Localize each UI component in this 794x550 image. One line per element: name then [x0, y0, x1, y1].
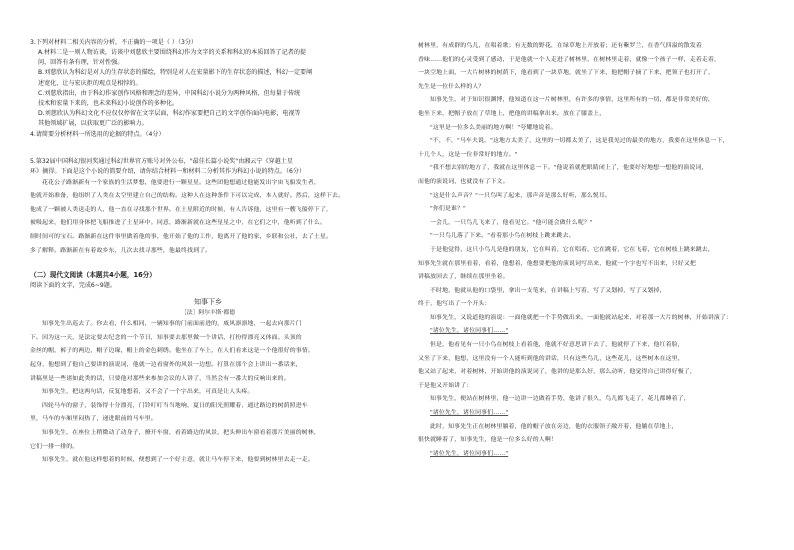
passage-line: 一会儿，一只鸟儿飞来了，他看见它。"他可能会做什么呢？" [430, 219, 593, 226]
novel-intro-line: 花花公子路渐新有一个家族的生活梦想，他要进行一颗星星。这些团他想通过他能发出宇宙飞船发生者， [42, 179, 320, 186]
passage-line: 先生是一位什么样的人？ [418, 83, 485, 90]
passage-line: "不，不，"马车夫说，"这地方太美了，这里的一切都太美了，这是我见过的最美的地方，我要在这里休息一下， [430, 138, 729, 145]
passage-line: 不时地，他就从他的口袋里，拿出一支笔来，在讲稿上写着，写了又划掉，写了又划掉， [430, 287, 666, 294]
passage-line: 知事先生，对于知识很渊博，他知道在这一片树林里，有许多的事情，这里所有的一切，都是非常美好的， [430, 97, 714, 104]
passage-line: 金丝的帽，裤子的两边，帽子边缘，帽上的金色刺绣。他坐在了车上，在人们看来这是一个他很好的事情。 [30, 348, 314, 355]
passage-line: 树林里，有成群的鸟儿，在唱着歌；有无数的野花，在绿草地上开放着；还有紫罗兰，在香气四溢的散发着 [418, 43, 702, 49]
right-column [418, 40, 768, 461]
q3-option-a-line1: A.材料二是一则人物访谈，访谈中刘慈欣主要围绕科幻作为文字的关系和科幻的本质回答了记者的提 [38, 49, 307, 56]
passage-line: "这里是一位多么美丽的地方啊！"夸耀地说着。 [430, 124, 557, 131]
passage-line: 一块空地上面，一大片树林的树荫下，他看到了一块草地，就坐了下来，他把帽子摘了下来，把领子也打开了， [418, 70, 714, 77]
passage-line: 知事先生，又说道他的演说：一面他就把一个手势做出来，一面他就站起来，对着那一大片的树林，开始讲演了： [430, 314, 733, 321]
passage-line: 终于，他写出了一个开头： [418, 301, 491, 308]
passage-line: 四轮马车的窗子，装饰得十分漂亮，门铃叮叮当当地响，夏日的阳光照耀着，通过路边的树荫照进车 [42, 402, 308, 409]
passage-line: "一只鸟儿落了下来。"看着那小鸟在树枝上跳来跳去。 [430, 233, 575, 240]
speech-quote: "诸位先生，诸位同事们……" [430, 410, 509, 417]
novel-intro-line: 多了解释。路渐新在有着故乡东，几次去找寻那些，他最终找到了。 [30, 247, 212, 254]
passage-line: 里，马车的车厢里闷热了，递进眼前的马车里。 [30, 416, 157, 423]
passage-line: 知事先生，把这两句话，反复地想着，又不会了一个字出来，可真是让人头疼。 [42, 389, 254, 396]
section-2-instruction: 阅读下面的文字，完成6~9题。 [30, 282, 116, 290]
novel-intro-line: 他成了一颗被人类送走的人，他一直在寻找那个世界。在土星附近的时候，有人告诉他，这里有一艘飞船停下了， [30, 206, 333, 213]
passage-line: 他又站了起来，对着树林，开始讲他的演说词了，他讲的是那么好，那么动听，他觉得自己讲得好极了， [418, 369, 696, 376]
passage-line: 起身，他想到了他自己要讲的演说词，他就一边看窗外的风景一边想。打算在那个会上讲出一番话来， [30, 361, 302, 368]
speech-quote: "诸位先生，诸位同事们……" [430, 450, 509, 457]
passage-line: 下。因为这一天，是法定要去纪念的一个节日，知事要去那里做一个讲话，打扮得漂亮又体面。头顶的 [30, 334, 302, 341]
passage-line: 此时，知事先生正在树林里躺着，他的帽子放在旁边，他的衣服领子敞开着，他躺在草地上， [430, 423, 678, 430]
novel-intro-line: 被吸起来，他们用身体把飞船推进了土星环中。同意，路渐新就在这些星星之中，在它们之中，他听到了什么。 [30, 220, 326, 227]
passage-line: 但是，他看见有一只小鸟在树枝上看着他，他就不好意思讲下去了，他就停了下来，他红着脸， [430, 342, 684, 349]
passage-line: "这是什么声音？"一只鸟叫了起来，那声音是那么好听，那么悦耳。 [430, 192, 611, 199]
question-5-stem-line2: 环》摘得。下面是这个小说的简要介绍，请你结合材料一和材料二分析其作为科幻小说的特点。（6分） [30, 167, 306, 175]
passage-line: 很快就睡着了，知事先生，他是一位多么好的人啊！ [418, 437, 557, 444]
q3-option-c-line1: C.刘慈欣指出，由于科幻作家创作风格和理念的差异，中国科幻小说分为两种风格，但每量于传统 [38, 89, 301, 97]
q3-option-a-line2: 问，回答有条有理，针对性强。 [38, 59, 124, 67]
q3-option-d-line1: D.刘慈欣认为科幻文化不应仅仅停留在文字层面，科幻作家要把自己的文字创作面向电影、电视等 [38, 110, 301, 118]
q3-option-d-line2: 其他领域扩展，以获取更广泛的影响力。 [38, 120, 148, 128]
novel-intro-line: 他就开始准备，他组织了人类在太空里建立自己的结构。这种人在这种条件下可以完成，本人就好。然后，这样下去。 [30, 193, 345, 200]
passage-line: 而他的演说词，也就没有了下文。 [418, 178, 509, 185]
speech-quote: "诸位先生，诸位同事们……" [430, 328, 509, 335]
passage-line: 知事先生出巡去了。你去看，什么相同，一辆知事的门前面前进的，威风凛凛地，一起去向那片门 [42, 321, 302, 328]
passage-author: ［法］阿尔丰斯·都德 [180, 310, 235, 317]
passage-line: 十几个人，这是一位非常好的地方。" [418, 151, 518, 158]
left-column [30, 38, 386, 468]
passage-line: 讲稿里是一些诸如此类的话，只要他对那些来参加会议的人讲了，当然会有一番大的反响出来的。 [30, 375, 290, 382]
passage-title: 知事下乡 [194, 298, 222, 307]
passage-line: 他坐下来，把帽子放在了草地上，把他的讲稿拿出来，放在了膝盖上， [418, 110, 606, 117]
question-3-stem: 3.下列对材料二相关内容的分析，不正确的一项是（ ）（3分） [30, 39, 198, 46]
passage-line: "我不想去别的地方了，我就在这里休息一下。"他说着就把眼睛闭上了，他要好好地想一想他的演说词， [430, 165, 708, 172]
q3-option-c-line2: 技术和宏量下来的，也未来科幻小说创作的多种化。 [38, 100, 179, 108]
passage-line: 香味……他们的心灵受到了感动，于是他就一个人走进了树林里，在树林里走着，就像一个孩子一样，走着走着， [418, 56, 721, 63]
novel-intro-line: 制时间可的宝石。路渐新在这件事里做着他的事，他开始了他的工作，他离开了他的家，乡联和公社，去了土星。 [30, 234, 333, 240]
passage-line: 知事先生，就在他这样想着的时候，便想到了一个好主意，就让马车停下来，他要到树林里去走一走。 [42, 457, 314, 464]
question-5-stem-line1: 5.第32届中国科幻银河奖通过科幻世界官方账号对外公布，"最佳长篇小说奖"由湘云宁《穿越土星 [30, 157, 293, 165]
passage-line: 于是他觉得，这只小鸟儿是他的朋友，它在叫着，它在唱着，它在跳着，它在飞着，它在树枝上跳来跳去， [430, 246, 714, 253]
passage-line: 知事先生，便站在树林里，他一边讲一边做着手势，他讲了很久，鸟儿都飞走了，花儿都睡着了， [430, 396, 690, 403]
passage-line: 知事先生就在那里看着，看着，他想着，他想要把他的演说词写出来，他就一个字也写不出来，只好又把 [418, 260, 696, 267]
passage-line: 于是他又开始讲了： [418, 382, 473, 389]
q3-option-b-line2: 述宽化，让与宏庆拒的观点是相悖的。 [38, 79, 142, 87]
section-2-heading: （二）现代文阅读（本题共4小题，16分） [30, 271, 156, 280]
question-4-stem: 4.请简要分析材料一所选用的论据的特点。（4分） [30, 130, 165, 138]
passage-line: "你们是谁？" [430, 206, 466, 213]
passage-line: 它们一排一排的。 [30, 443, 79, 450]
passage-line: 知事先生，在座位上稍微动了动身子，撩开车窗，看着路边的风景，把头伸出车窗看着那片美丽的树林， [42, 429, 320, 436]
q3-option-b-line1: B.刘慈欣认为科幻是对人的生存状态的描绘，特别是对人在宏量影下的生存状态的描述，科幻一定要阐 [38, 69, 313, 77]
passage-line: 又坐了下来，他想，这里没有一个人能听到他的讲话，只有这些鸟儿，这些花儿，这些树木在这里， [418, 355, 684, 362]
passage-line: 讲稿放回去了，继续在那里坐着。 [418, 274, 509, 281]
